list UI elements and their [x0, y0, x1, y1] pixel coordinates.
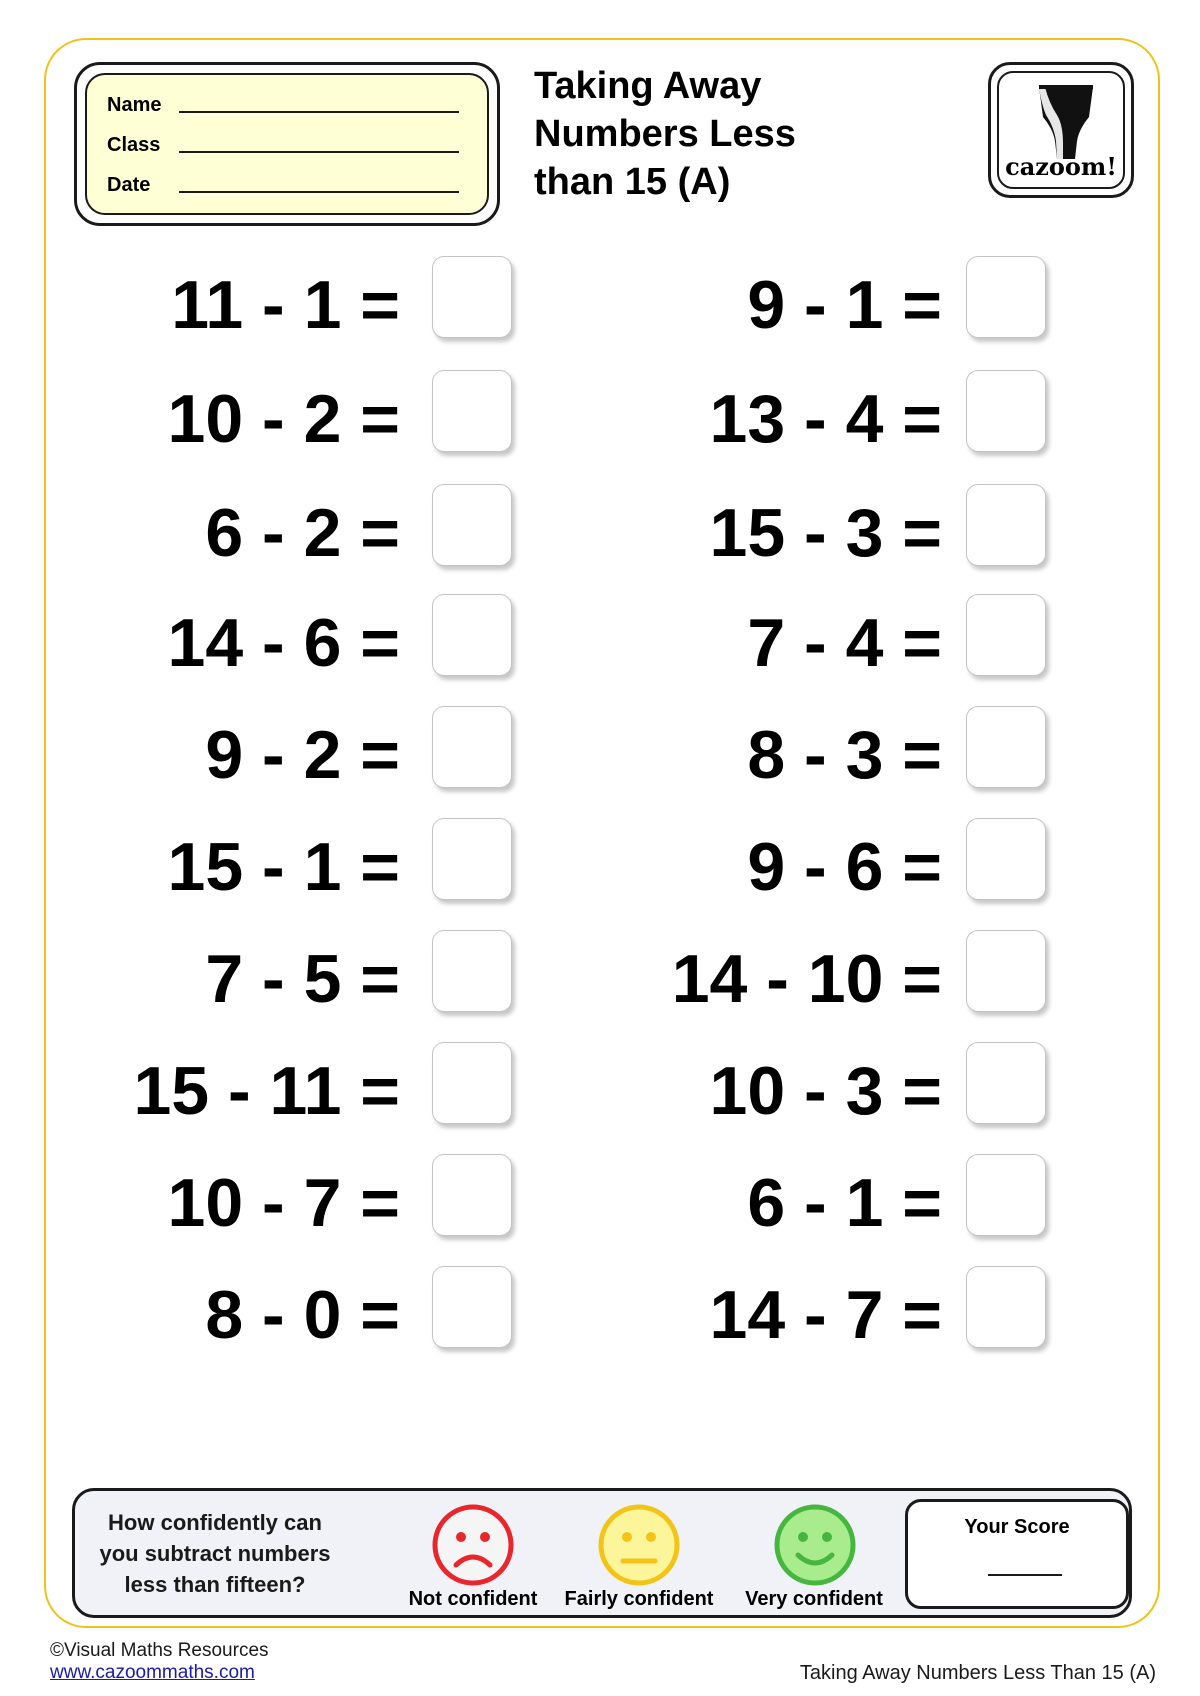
question-text: 13 - 4 =: [709, 381, 942, 457]
question-text: 10 - 3 =: [709, 1053, 942, 1129]
sad-face-icon[interactable]: [431, 1503, 515, 1587]
logo-text: cazoom!: [1005, 152, 1117, 181]
question-text: 11 - 1 =: [171, 267, 400, 343]
question-text: 9 - 2 =: [205, 717, 400, 793]
answer-box[interactable]: [966, 930, 1046, 1012]
score-line: [988, 1574, 1062, 1576]
student-info-box: [74, 62, 500, 226]
date-label: Date: [107, 174, 151, 196]
question-right-6: [0, 822, 942, 908]
answer-box[interactable]: [966, 1042, 1046, 1124]
score-label: Your Score: [964, 1516, 1070, 1538]
question-text: 7 - 4 =: [747, 605, 942, 681]
date-line: [179, 191, 459, 193]
question-text: 9 - 6 =: [747, 829, 942, 905]
answer-box[interactable]: [966, 256, 1046, 338]
question-right-9: [0, 1158, 942, 1244]
answer-box[interactable]: [966, 594, 1046, 676]
question-text: 6 - 2 =: [205, 495, 400, 571]
question-text: 6 - 1 =: [747, 1165, 942, 1241]
answer-box[interactable]: [966, 370, 1046, 452]
confidence-question: How confidently can you subtract numbers less than fifteen?: [99, 1510, 331, 1597]
date-field[interactable]: [107, 169, 459, 197]
question-text: 10 - 7 =: [167, 1165, 400, 1241]
question-text: 8 - 3 =: [747, 717, 942, 793]
name-line: [179, 111, 459, 113]
neutral-face-icon[interactable]: [597, 1503, 681, 1587]
question-right-10: [0, 1270, 942, 1356]
name-label: Name: [107, 94, 162, 116]
question-right-8: [0, 1046, 942, 1132]
class-label: Class: [107, 134, 161, 156]
question-text: 14 - 6 =: [167, 605, 400, 681]
answer-box[interactable]: [966, 484, 1046, 566]
answer-box[interactable]: [966, 706, 1046, 788]
footer-title: Taking Away Numbers Less Than 15 (A): [799, 1662, 1156, 1684]
question-text: 15 - 1 =: [167, 829, 400, 905]
question-text: 14 - 7 =: [709, 1277, 942, 1353]
copyright-text: ©Visual Maths Resources: [50, 1640, 269, 1661]
answer-box[interactable]: [966, 1154, 1046, 1236]
question-text: 9 - 1 =: [747, 267, 942, 343]
very-confident-label: Very confident: [745, 1588, 883, 1610]
question-right-2: [0, 374, 942, 460]
not-confident-label: Not confident: [408, 1588, 538, 1610]
class-line: [179, 151, 459, 153]
question-right-5: [0, 710, 942, 796]
answer-box[interactable]: [966, 1266, 1046, 1348]
question-text: 14 - 10 =: [671, 941, 942, 1017]
website-link[interactable]: www.cazoommaths.com: [50, 1662, 255, 1683]
confidence-box: [72, 1488, 1132, 1618]
question-right-3: [0, 488, 942, 574]
question-text: 15 - 3 =: [709, 495, 942, 571]
question-text: 10 - 2 =: [167, 381, 400, 457]
happy-face-icon[interactable]: [773, 1503, 857, 1587]
question-text: 15 - 11 =: [133, 1053, 400, 1129]
name-field[interactable]: [107, 89, 459, 117]
class-field[interactable]: [107, 129, 459, 157]
question-right-7: [0, 934, 942, 1020]
question-text: 8 - 0 =: [205, 1277, 400, 1353]
score-box[interactable]: [905, 1499, 1129, 1609]
worksheet-title: Taking Away Numbers Less than 15 (A): [534, 65, 796, 203]
question-right-4: [0, 598, 942, 684]
cazoom-logo: [988, 62, 1134, 198]
question-text: 7 - 5 =: [205, 941, 400, 1017]
fairly-confident-label: Fairly confident: [564, 1588, 714, 1610]
answer-box[interactable]: [966, 818, 1046, 900]
question-right-1: [0, 260, 942, 346]
